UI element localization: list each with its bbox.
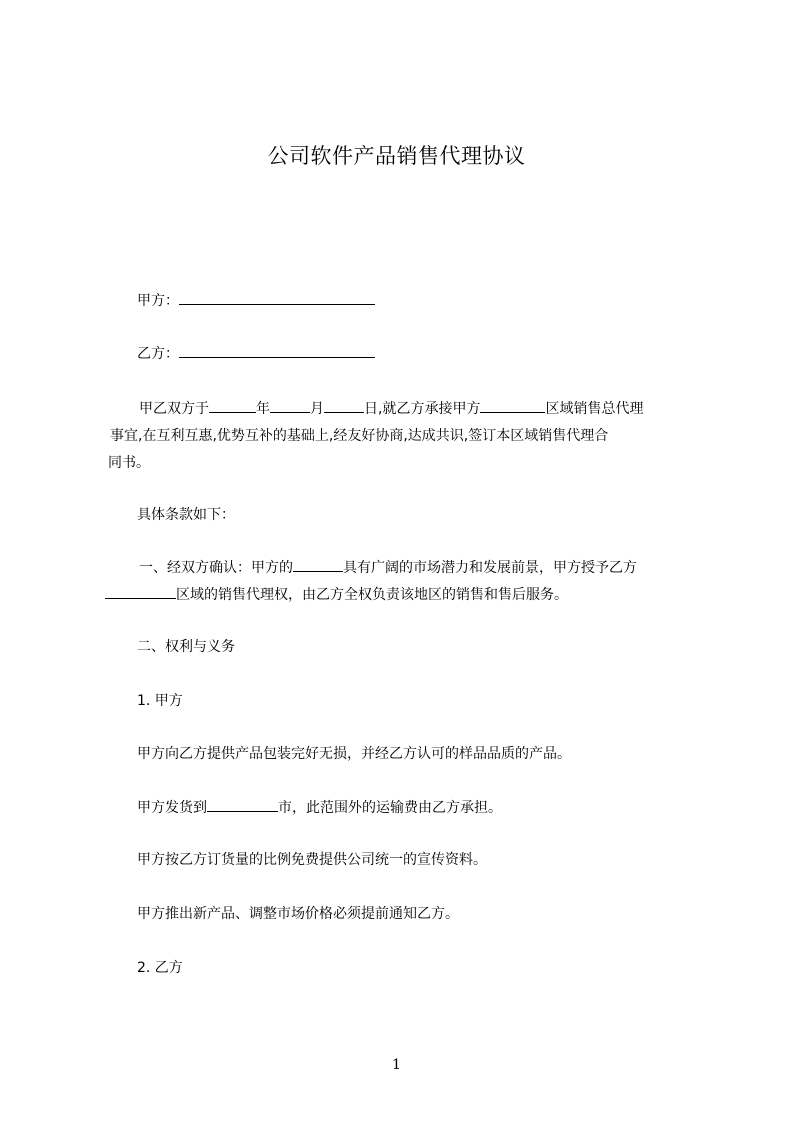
party-a-item-4: 甲方推出新产品、调整市场价格必须提前通知乙方。 (137, 906, 459, 922)
intro-text-3: 月 (310, 401, 324, 417)
intro-text-2: 年 (256, 401, 270, 417)
party-a-item-3: 甲方按乙方订货量的比例免费提供公司统一的宣传资料。 (137, 852, 487, 868)
party-a-item-2-text-2: 市，此范围外的运输费由乙方承担。 (278, 800, 502, 816)
terms-heading: 具体条款如下： (137, 507, 235, 523)
party-a-section-heading: 1. 甲方 (137, 693, 183, 709)
intro-day-blank (324, 397, 364, 413)
party-b-section-heading: 2. 乙方 (137, 960, 183, 976)
clause1-product-blank (293, 556, 343, 572)
intro-line-1 (108, 396, 739, 422)
party-b-line (108, 341, 737, 367)
document-title: 公司软件产品销售代理协议 (267, 144, 526, 168)
party-a-blank (179, 289, 375, 305)
party-b-label: 乙方： (137, 346, 179, 362)
party-a-line (108, 288, 737, 314)
clause1-region-blank (105, 583, 176, 599)
party-a-city-blank (207, 796, 278, 812)
clause1-text-3: 区域的销售代理权，由乙方全权负责该地区的销售和售后服务。 (176, 587, 568, 603)
party-a-label: 甲方： (137, 293, 179, 309)
clause1-line-2 (105, 582, 705, 608)
intro-line-2: 事宜,在互利互惠,优势互补的基础上,经友好协商,达成共识,签订本区域销售代理合 (110, 428, 609, 444)
clause1-text-1: 一、经双方确认：甲方的 (139, 560, 293, 576)
intro-line-3: 同书。 (108, 455, 150, 471)
party-a-item-2 (108, 795, 737, 821)
intro-text-1: 甲乙双方于 (139, 401, 209, 417)
intro-region-blank (480, 397, 545, 413)
party-a-item-2-text-1: 甲方发货到 (137, 800, 207, 816)
clause1-line-1 (108, 555, 739, 581)
intro-month-blank (270, 397, 310, 413)
clause1-text-2: 具有广阔的市场潜力和发展前景，甲方授予乙方 (343, 560, 637, 576)
party-b-blank (179, 342, 375, 358)
clause2-heading: 二、权利与义务 (137, 639, 235, 655)
intro-text-5: 区域销售总代理 (545, 401, 644, 417)
intro-text-4: 日,就乙方承接甲方 (364, 401, 481, 417)
intro-year-blank (209, 397, 256, 413)
page-number: 1 (392, 1057, 401, 1073)
party-a-item-1: 甲方向乙方提供产品包装完好无损，并经乙方认可的样品品质的产品。 (137, 746, 571, 762)
